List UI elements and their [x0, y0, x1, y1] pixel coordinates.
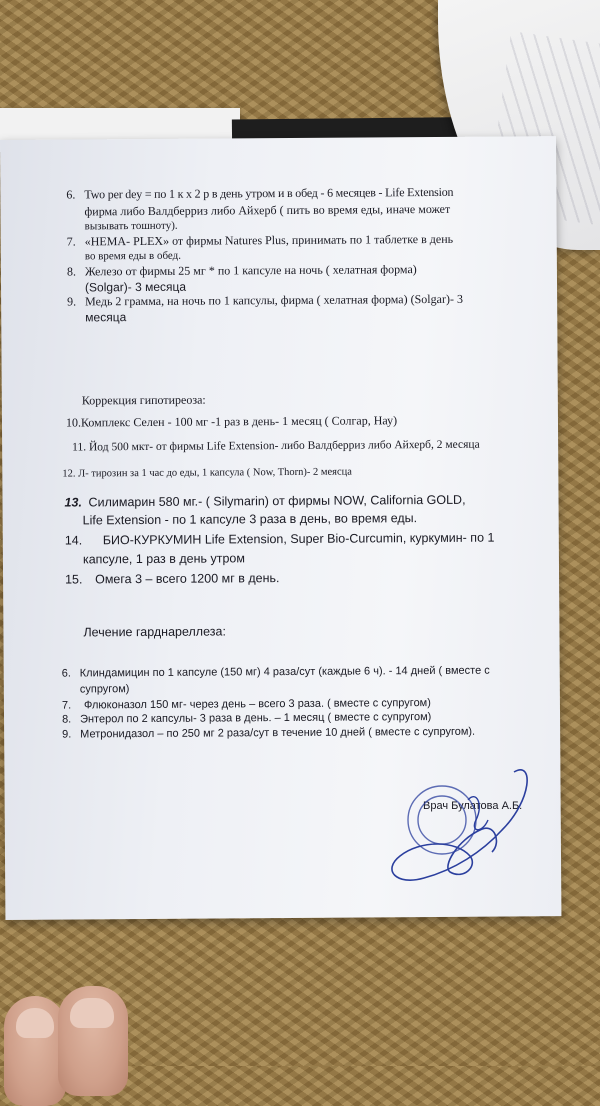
item-6-line-3: вызывать тошноту). — [84, 219, 178, 233]
item-15: Омега 3 – всего 1200 мг в день. — [95, 571, 280, 587]
toe — [4, 996, 66, 1106]
item-13-num: 13. — [64, 495, 82, 510]
item-6-num: 6. — [66, 187, 76, 202]
giardia-heading: Лечение гарднареллеза: — [83, 624, 226, 640]
item-7-num: 7. — [66, 234, 76, 249]
giardia-item-8: Энтерол по 2 капсулы- 3 раза в день. – 1 месяц ( вместе с супругом) — [80, 711, 432, 726]
item-13-line-2: Life Extension - по 1 капсуле 3 раза в день, во время еды. — [82, 511, 418, 528]
giardia-item-6-line-2: супругом) — [79, 683, 130, 696]
giardia-item-6-line-1: Клиндамицин по 1 капсуле (150 мг) 4 раза/сут (каждые 6 ч). - 14 дней ( вместе с — [79, 664, 490, 680]
item-8-line-1: Железо от фирмы 25 мг * по 1 капсуле на ночь ( хелатная форма) — [84, 262, 417, 279]
giardia-item-8-num: 8. — [62, 713, 72, 726]
item-14-line-1: БИО-КУРКУМИН Life Extension, Super Bio-Curcumin, куркумин- по 1 — [102, 530, 495, 548]
item-6-line-2: фирма либо Валдберриз либо Айхерб ( пить во время еды, иначе может — [84, 201, 451, 219]
giardia-item-7-num: 7. — [61, 699, 72, 712]
giardia-item-7: Флюконазол 150 мг- через день – всего 3 раза. ( вместе с супругом) — [83, 697, 431, 712]
item-11: 11. Йод 500 мкт- от фирмы Life Extension- либо Валдберриз либо Айхерб, 2 месяца — [72, 438, 480, 454]
giardia-item-9: Метронидазол – по 250 мг 2 раза/сут в течение 10 дней ( вместе с супругом). — [80, 725, 476, 741]
toe — [58, 986, 128, 1096]
item-12: 12. Л- тирозин за 1 час до еды, 1 капсула ( Now, Thorn)- 2 меясца — [62, 466, 352, 480]
item-8-line-2: (Solgar)- 3 месяца — [84, 279, 187, 295]
item-9-line-2: месяца — [85, 310, 127, 325]
item-14-num: 14. — [64, 533, 83, 548]
item-9-num: 9. — [67, 294, 77, 309]
doctor-name: Врач Булатова А.Б. — [423, 800, 523, 812]
item-15-num: 15. — [65, 572, 83, 587]
item-8-num: 8. — [66, 264, 76, 279]
item-10: 10.Комплекс Селен - 100 мг -1 раз в день- 1 месяц ( Солгар, Нау) — [65, 413, 398, 430]
hypothyroid-heading: Коррекция гипотиреоза: — [81, 392, 206, 408]
giardia-item-6-num: 6. — [61, 667, 71, 680]
item-9-line-1: Медь 2 грамма, на ночь по 1 капсулы, фирма ( хелатная форма) (Solgar)- 3 — [85, 291, 463, 309]
item-6-line-1: Two per dey = по 1 к х 2 р в день утром и в обед - 6 месяцев - Life Extension — [84, 184, 454, 202]
item-7-line-2: во время еды в обед. — [84, 249, 182, 263]
item-7-line-1: «HEMA- PLEX» от фирмы Natures Plus, принимать по 1 таблетке в день — [84, 231, 454, 249]
item-14-line-2: капсуле, 1 раз в день утром — [82, 551, 245, 567]
stamp-signature — [384, 760, 544, 900]
giardia-item-9-num: 9. — [62, 728, 72, 741]
item-13-line-1: Силимарин 580 мг.- ( Silymarin) от фирмы NOW, California GOLD, — [88, 492, 466, 510]
